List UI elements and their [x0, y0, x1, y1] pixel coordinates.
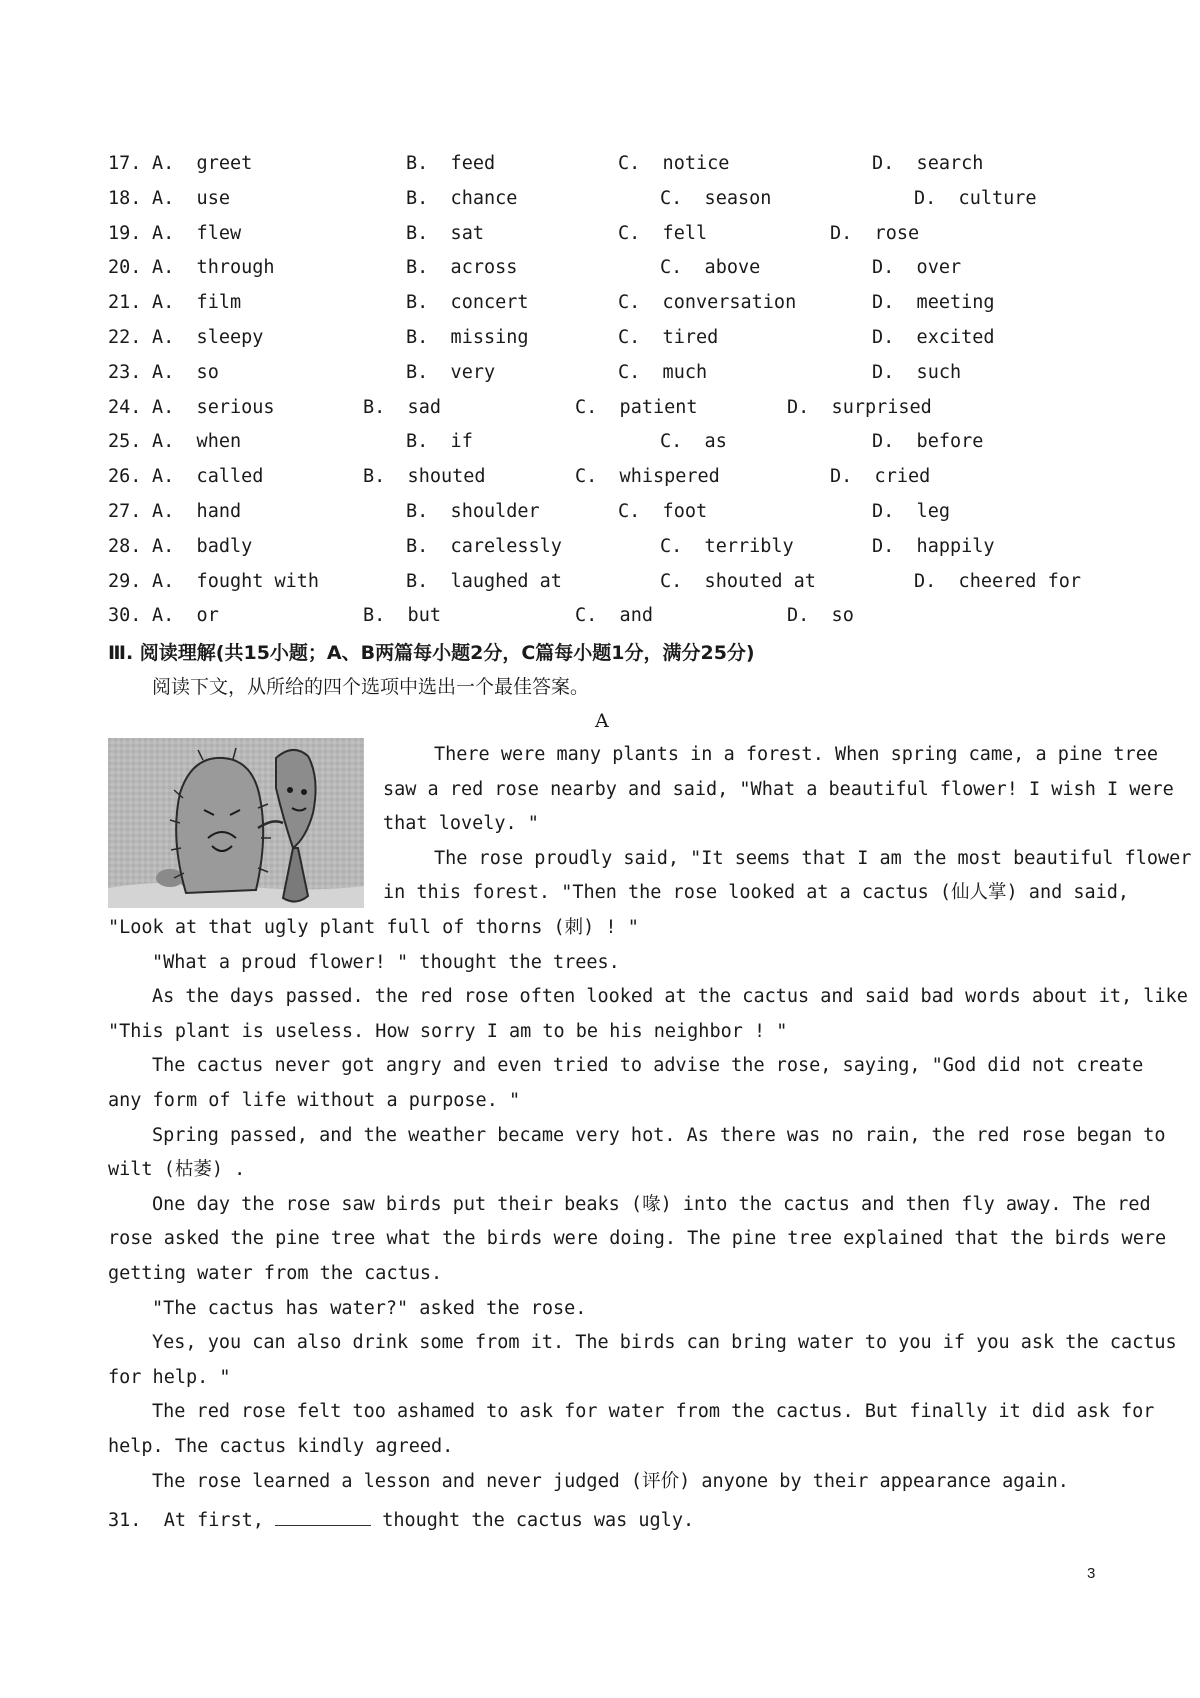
question-number: 25.: [108, 431, 142, 452]
option-a: A. sleepy: [152, 327, 264, 348]
question-31-text-before: At first,: [163, 1510, 276, 1531]
option-c: C. patient: [575, 397, 698, 418]
question-number: 28.: [108, 536, 142, 557]
option-c: C. terribly: [660, 536, 794, 557]
option-a: A. called: [152, 466, 264, 487]
option-d: D. culture: [914, 188, 1037, 209]
option-a: A. film: [152, 292, 242, 313]
passage-line: "The cactus has water?" asked the rose.: [152, 1298, 587, 1319]
option-c: C. above: [660, 257, 761, 278]
option-b: B. laughed at: [406, 571, 562, 592]
option-b: B. if: [406, 431, 473, 452]
option-c: C. notice: [618, 153, 730, 174]
option-d: D. such: [872, 362, 962, 383]
option-b: B. feed: [406, 153, 496, 174]
option-d: D. leg: [872, 501, 950, 522]
option-a: A. badly: [152, 536, 253, 557]
section-heading: Ⅲ. 阅读理解(共15小题；A、B两篇每小题2分，C篇每小题1分，满分25分): [108, 642, 755, 664]
option-b: B. but: [363, 605, 441, 626]
option-d: D. search: [872, 153, 984, 174]
question-number: 20.: [108, 257, 142, 278]
option-d: D. over: [872, 257, 962, 278]
passage-line: The cactus never got angry and even tried to advise the rose, saying, "God did not create: [152, 1055, 1144, 1076]
option-b: B. missing: [406, 327, 529, 348]
option-d: D. surprised: [787, 397, 932, 418]
option-a: A. hand: [152, 501, 242, 522]
option-c: C. fell: [618, 223, 708, 244]
passage-line: that lovely. ": [383, 813, 539, 834]
passage-line: "Look at that ugly plant full of thorns (刺) ! ": [108, 917, 639, 938]
option-c: C. tired: [618, 327, 719, 348]
passage-line: wilt (枯萎) .: [108, 1159, 246, 1180]
question-number: 21.: [108, 292, 142, 313]
passage-line: help. The cactus kindly agreed.: [108, 1436, 454, 1457]
option-d: D. cheered for: [914, 571, 1082, 592]
option-a: A. fought with: [152, 571, 320, 592]
option-b: B. sat: [406, 223, 484, 244]
passage-line: The rose proudly said, "It seems that I am the most beautiful flower: [434, 848, 1192, 869]
passage-line: "This plant is useless. How sorry I am to be his neighbor ! ": [108, 1021, 788, 1042]
option-c: C. foot: [618, 501, 708, 522]
passage-title: A: [595, 710, 609, 732]
option-b: B. very: [406, 362, 496, 383]
passage-line: getting water from the cactus.: [108, 1263, 443, 1284]
question-31-text-after: thought the cactus was ugly.: [371, 1510, 695, 1531]
question-number: 19.: [108, 223, 142, 244]
passage-line: Yes, you can also drink some from it. The birds can bring water to you if you ask the cactus: [152, 1332, 1177, 1353]
passage-line: The rose learned a lesson and never judged (评价) anyone by their appearance again.: [152, 1471, 1069, 1492]
option-a: A. or: [152, 605, 219, 626]
question-number: 26.: [108, 466, 142, 487]
question-number: 27.: [108, 501, 142, 522]
option-b: B. shouted: [363, 466, 486, 487]
question-number: 24.: [108, 397, 142, 418]
option-d: D. so: [787, 605, 854, 626]
question-number: 30.: [108, 605, 142, 626]
question-number: 23.: [108, 362, 142, 383]
option-a: A. when: [152, 431, 242, 452]
option-c: C. whispered: [575, 466, 720, 487]
passage-line: saw a red rose nearby and said, "What a beautiful flower! I wish I were: [383, 779, 1174, 800]
option-d: D. excited: [872, 327, 995, 348]
cactus-rose-illustration: [108, 738, 364, 908]
passage-line: any form of life without a purpose. ": [108, 1090, 521, 1111]
passage-line: "What a proud flower! " thought the trees.: [152, 952, 620, 973]
page-number: 3: [1087, 1565, 1096, 1582]
question-number: 29.: [108, 571, 142, 592]
question-31: [108, 1512, 694, 1531]
option-c: C. conversation: [618, 292, 797, 313]
passage-line: There were many plants in a forest. When spring came, a pine tree: [434, 744, 1158, 765]
option-a: A. serious: [152, 397, 275, 418]
passage-line: Spring passed, and the weather became very hot. As there was no rain, the red rose began to: [152, 1125, 1166, 1146]
option-a: A. so: [152, 362, 219, 383]
option-b: B. carelessly: [406, 536, 562, 557]
option-d: D. happily: [872, 536, 995, 557]
question-number: 22.: [108, 327, 142, 348]
question-number: 18.: [108, 188, 142, 209]
passage-line: One day the rose saw birds put their beaks (喙) into the cactus and then fly away. The red: [152, 1194, 1151, 1215]
passage-line: As the days passed. the red rose often looked at the cactus and said bad words about it, like: [152, 986, 1188, 1007]
passage-line: for help. ": [108, 1367, 231, 1388]
passage-line: The red rose felt too ashamed to ask for water from the cactus. But finally it did ask for: [152, 1401, 1155, 1422]
option-c: C. as: [660, 431, 727, 452]
passage-line: rose asked the pine tree what the birds were doing. The pine tree explained that the birds were: [108, 1228, 1167, 1249]
option-c: C. and: [575, 605, 653, 626]
option-a: A. greet: [152, 153, 253, 174]
option-d: D. rose: [830, 223, 920, 244]
answer-blank[interactable]: [275, 1524, 371, 1526]
option-b: B. chance: [406, 188, 518, 209]
option-c: C. much: [618, 362, 708, 383]
question-31-number: 31.: [108, 1510, 142, 1531]
question-number: 17.: [108, 153, 142, 174]
option-c: C. shouted at: [660, 571, 816, 592]
option-d: D. cried: [830, 466, 931, 487]
option-b: B. concert: [406, 292, 529, 313]
option-c: C. season: [660, 188, 772, 209]
option-a: A. through: [152, 257, 275, 278]
option-b: B. shoulder: [406, 501, 540, 522]
option-d: D. before: [872, 431, 984, 452]
option-b: B. sad: [363, 397, 441, 418]
option-d: D. meeting: [872, 292, 995, 313]
passage-line: in this forest. "Then the rose looked at a cactus (仙人掌) and said,: [383, 882, 1130, 903]
option-b: B. across: [406, 257, 518, 278]
instruction: 阅读下文，从所给的四个选项中选出一个最佳答案。: [152, 676, 590, 698]
option-a: A. use: [152, 188, 230, 209]
option-a: A. flew: [152, 223, 242, 244]
